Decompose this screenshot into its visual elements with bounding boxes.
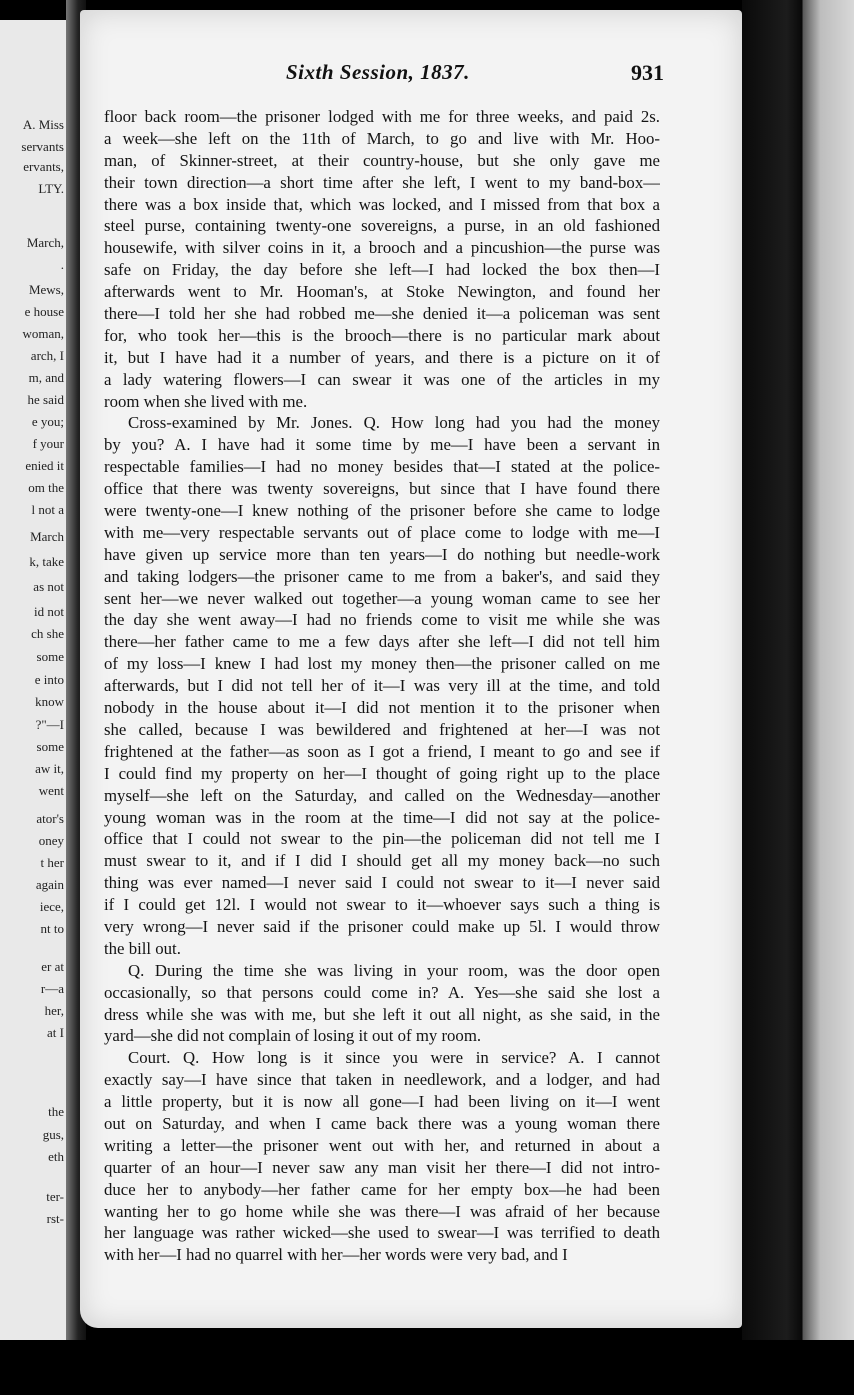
text-line: nobody in the house about it—I did not mention it to the prisoner when: [104, 698, 660, 718]
text-line: afterwards, but I did not tell her of it—I was very ill at the time, and told: [104, 676, 660, 696]
text-line: it, but I have had it a number of years, and there is a picture on it of: [104, 347, 660, 367]
text-line: thing was ever named—I never said I could not swear to it—I never said: [104, 873, 660, 893]
facing-page-fragment: ch she: [31, 626, 64, 641]
text-line: safe on Friday, the day before she left—I had locked the box then—I: [104, 260, 660, 280]
facing-page-fragment: ?"—I: [35, 717, 64, 732]
page-number: 931: [631, 60, 664, 85]
text-line: office that there was twenty sovereigns, but since that I have found there: [104, 479, 660, 499]
facing-page-fragment: some: [36, 739, 64, 754]
book-edge: [742, 0, 854, 1395]
text-line: office that I could not swear to the pin—the policeman did not tell me I: [104, 829, 660, 849]
facing-page-fragment: aw it,: [35, 761, 64, 776]
text-line: yard—she did not complain of losing it out of my room.: [104, 1026, 482, 1046]
facing-page-fragment: m, and: [28, 370, 64, 385]
facing-page-fragment: again: [35, 877, 64, 892]
facing-page-fragment: r—a: [40, 981, 64, 996]
text-line: a little property, but it is now all gone—I had been living on it—I went: [104, 1092, 660, 1112]
facing-page-fragment: ter-: [46, 1189, 64, 1204]
text-line: there—her father came to me a few days after she left—I did not tell him: [104, 632, 660, 652]
facing-page-fragment: rst-: [46, 1211, 64, 1226]
scan-border: [0, 1340, 854, 1395]
facing-page-fragment: ator's: [36, 811, 64, 826]
facing-page-fragment: servants: [21, 139, 64, 154]
text-line: occasionally, so that persons could come in? A. Yes—she said she lost a: [104, 982, 660, 1002]
text-line: of my loss—I knew I had lost my money then—the prisoner called on me: [104, 654, 660, 674]
text-line: out on Saturday, and when I came back there was a young woman there: [104, 1113, 660, 1133]
text-line: Q. During the time she was living in your room, was the door open: [128, 960, 660, 980]
book-page: [80, 10, 742, 1328]
facing-page-fragment: he said: [27, 392, 64, 407]
text-line: I could find my property on her—I thought of going right up to the place: [104, 763, 660, 783]
text-line: the bill out.: [104, 938, 181, 958]
text-line: floor back room—the prisoner lodged with me for three weeks, and paid 2s.: [104, 107, 660, 126]
text-line: the day she went away—I had no friends come to visit me while she was: [104, 610, 660, 630]
text-line: frightened at the father—as soon as I got a friend, I meant to go and see if: [104, 741, 660, 761]
text-line: afterwards went to Mr. Hooman's, at Stoke Newington, and found her: [104, 282, 660, 302]
text-line: respectable families—I had no money besides that—I stated at the police-: [104, 457, 660, 477]
text-line: with me—very respectable servants out of place come to lodge with me—I: [104, 522, 660, 542]
facing-page-fragment: nt to: [40, 921, 64, 936]
running-title: Sixth Session, 1837.: [286, 60, 470, 84]
text-line: their town direction—a short time after she left, I went to my band-box—: [104, 172, 660, 192]
text-line: by you? A. I have had it some time by me—I have been a servant in: [104, 435, 660, 455]
facing-page-fragment: woman,: [22, 326, 64, 341]
text-line: Cross-examined by Mr. Jones. Q. How long had you had the money: [128, 413, 660, 433]
facing-page-fragment: LTY.: [38, 181, 64, 196]
text-line: she called, because I was bewildered and frightened at her—I was not: [104, 719, 660, 739]
text-line: were twenty-one—I knew nothing of the prisoner before she came to lodge: [104, 501, 660, 521]
text-line: wanting her to go home while she was there—I was afraid of her because: [104, 1201, 660, 1221]
facing-page-fragment: gus,: [42, 1127, 64, 1142]
facing-page-fragment: oney: [38, 833, 64, 848]
facing-page-fragment: her,: [44, 1003, 64, 1018]
facing-page-fragment: e into: [34, 672, 64, 687]
text-line: young woman was in the room at the time—I did not say at the police-: [104, 807, 660, 827]
facing-page-fragment: om the: [28, 480, 64, 495]
facing-page-fragment: the: [48, 1104, 64, 1119]
facing-page-fragment: .: [60, 257, 64, 272]
facing-page-edge: [0, 20, 72, 1340]
facing-page-fragment: t her: [40, 855, 64, 870]
facing-page-fragment: went: [38, 783, 64, 798]
text-line: her language was rather wicked—she used to swear—I was terrified to death: [104, 1223, 660, 1243]
facing-page-fragment: as not: [33, 579, 64, 594]
facing-page-fragment: enied it: [25, 458, 64, 473]
text-line: a week—she left on the 11th of March, to go and live with Mr. Hoo-: [104, 128, 660, 148]
text-line: very wrong—I never said if the prisoner could make up 5l. I would throw: [104, 916, 660, 936]
text-line: dress while she was with me, but she left it out all night, as she said, in the: [104, 1004, 660, 1024]
facing-page-fragment: March: [30, 529, 64, 544]
facing-page-fragment: id not: [34, 604, 64, 619]
text-line: exactly say—I have since that taken in needlework, and a lodger, and had: [104, 1070, 660, 1090]
facing-page-fragment: e you;: [31, 414, 64, 429]
text-line: steel purse, containing twenty-one sovereigns, a purse, in an old fashioned: [104, 216, 660, 236]
text-line: have given up service more than ten years—I do nothing but needle-work: [104, 544, 660, 564]
facing-page-fragment: arch, I: [30, 348, 64, 363]
facing-page-fragment: Mews,: [28, 282, 64, 297]
text-line: for, who took her—this is the brooch—there is no particular mark about: [104, 325, 660, 345]
facing-page-fragment: A. Miss: [22, 117, 64, 132]
text-line: man, of Skinner-street, at their country-house, but she only gave me: [104, 150, 660, 170]
text-line: there—I told her she had robbed me—she denied it—a policeman was sent: [104, 304, 660, 324]
page-body-text: [104, 106, 660, 1266]
facing-page-fragment: l not a: [31, 502, 64, 517]
text-line: Court. Q. How long is it since you were in service? A. I cannot: [128, 1048, 660, 1068]
text-line: housewife, with silver coins in it, a brooch and a pincushion—the purse was: [104, 238, 660, 258]
text-line: if I could get 12l. I would not swear to it—whoever says such a thing is: [104, 895, 660, 915]
facing-page-fragment: eth: [48, 1149, 64, 1164]
facing-page-fragment: at I: [47, 1025, 64, 1040]
text-line: writing a letter—the prisoner went out with her, and returned in about a: [104, 1135, 660, 1155]
text-line: myself—she left on the Saturday, and called on the Wednesday—another: [104, 785, 660, 805]
facing-page-fragment: ervants,: [23, 159, 64, 174]
facing-page-fragment: er at: [41, 959, 64, 974]
text-line: a lady watering flowers—I can swear it was one of the articles in my: [104, 369, 660, 389]
text-line: duce her to anybody—her father came for her empty box—he had been: [104, 1179, 660, 1199]
facing-page-fragment: iece,: [39, 899, 64, 914]
facing-page-fragment: know: [35, 694, 64, 709]
text-line: with her—I had no quarrel with her—her words were very bad, and I: [104, 1245, 568, 1265]
facing-page-fragment: some: [36, 649, 64, 664]
text-line: quarter of an hour—I never saw any man visit her there—I did not intro-: [104, 1157, 660, 1177]
text-line: must swear to it, and if I did I should get all my money back—no such: [104, 851, 660, 871]
text-line: sent her—we never walked out together—a young woman came to see her: [104, 588, 660, 608]
facing-page-fragment: e house: [24, 304, 64, 319]
facing-page-fragment: March,: [26, 235, 64, 250]
facing-page-fragment: f your: [32, 436, 64, 451]
text-line: room when she lived with me.: [104, 391, 308, 411]
text-line: there was a box inside that, which was locked, and I missed from that box a: [104, 194, 660, 214]
text-line: and taking lodgers—the prisoner came to me from a baker's, and said they: [104, 566, 660, 586]
facing-page-fragment: k, take: [29, 554, 64, 569]
